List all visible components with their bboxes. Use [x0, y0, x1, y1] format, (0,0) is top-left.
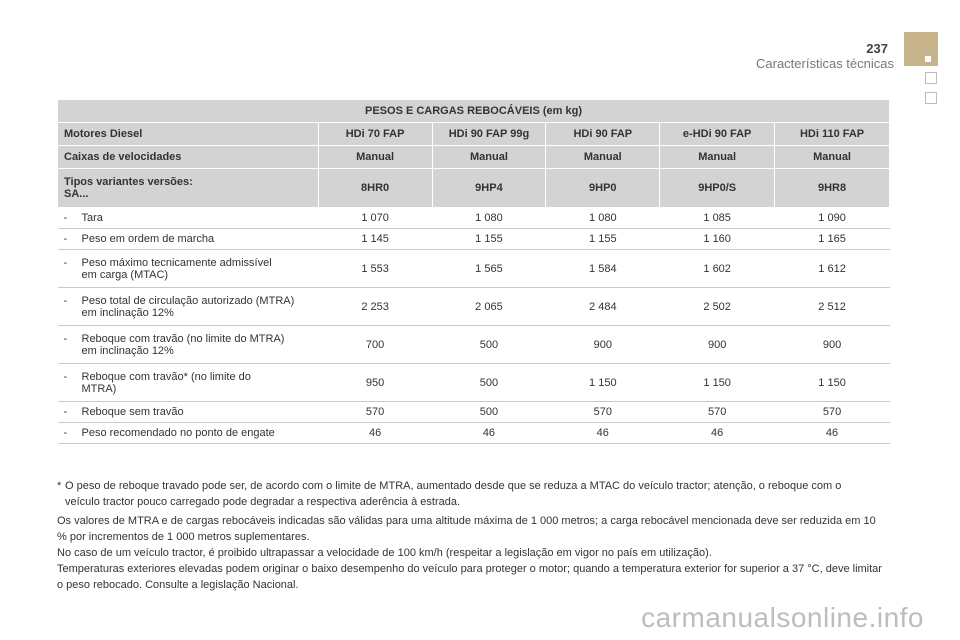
- table-cell: 950: [318, 364, 432, 402]
- table-title: PESOS E CARGAS REBOCÁVEIS (em kg): [58, 100, 890, 123]
- table-cell: 570: [546, 402, 660, 423]
- row-label: [58, 208, 319, 229]
- table-cell: 1 160: [660, 229, 775, 250]
- note-paragraph: Temperaturas exteriores elevadas podem originar o baixo desempenho do veículo para proteger o motor; quando a temperatura exterior for superior a 37 °C, deve limitar o peso rebocado. Consulte a legislação Nacional.: [57, 563, 882, 591]
- header-cell: 9HP4: [432, 169, 546, 208]
- row-label-line1: Peso total de circulação autorizado (MTRA): [81, 294, 295, 307]
- row-label: [58, 402, 319, 423]
- row-label-line2: MTRA): [81, 382, 117, 395]
- table-cell: 1 150: [660, 364, 775, 402]
- side-box-1: [925, 72, 937, 84]
- header-cell: HDi 90 FAP: [546, 123, 660, 146]
- bullet-dash: -: [63, 233, 68, 245]
- table-row: [58, 250, 890, 288]
- side-box-2: [925, 92, 937, 104]
- table-cell: 900: [546, 326, 660, 364]
- watermark: carmanualsonline.info: [641, 602, 924, 633]
- table-cell: 1 165: [775, 229, 890, 250]
- header-cell: Manual: [660, 146, 775, 169]
- table-cell: 1 565: [432, 250, 546, 288]
- table-cell: 1 553: [318, 250, 432, 288]
- table-cell: 500: [432, 326, 546, 364]
- table-cell: 1 070: [318, 208, 432, 229]
- table-cell: 2 502: [660, 288, 775, 326]
- table-cell: 46: [546, 423, 660, 444]
- bullet-dash: -: [63, 427, 68, 439]
- bullet-dash: -: [63, 294, 68, 307]
- specs-table: [57, 99, 890, 444]
- row-label-line1: Peso máximo tecnicamente admissível: [81, 256, 272, 269]
- table-row: [58, 208, 890, 229]
- row-label-line1: Tara: [81, 212, 103, 224]
- table-cell: 1 080: [546, 208, 660, 229]
- row-label: [58, 423, 319, 444]
- bullet-dash: -: [63, 370, 68, 383]
- table-row: [58, 402, 890, 423]
- header-cell: Manual: [432, 146, 546, 169]
- table-row: [58, 229, 890, 250]
- table-cell: 900: [775, 326, 890, 364]
- header-cell: 8HR0: [318, 169, 432, 208]
- header-row-gearboxes: [58, 146, 890, 169]
- section-title: Características técnicas: [756, 56, 894, 71]
- row-label-line1: Reboque com travão (no limite do MTRA): [81, 332, 285, 345]
- header-label: Motores Diesel: [58, 123, 319, 146]
- table-cell: 1 150: [546, 364, 660, 402]
- row-label: [58, 326, 319, 364]
- table-cell: 2 512: [775, 288, 890, 326]
- table-cell: 900: [660, 326, 775, 364]
- table-cell: 46: [432, 423, 546, 444]
- table-row: [58, 364, 890, 402]
- table-title-row: [58, 100, 890, 123]
- header-cell: 9HP0: [546, 169, 660, 208]
- bullet-dash: -: [63, 256, 68, 269]
- table-cell: 1 080: [432, 208, 546, 229]
- header-label-line1: Tipos variantes versões:: [64, 176, 193, 188]
- footnote: [57, 478, 877, 510]
- footnote-text: O peso de reboque travado pode ser, de acordo com o limite de MTRA, aumentado desde que se reduza a MTAC do veículo tractor; atenção, o reboque com o veículo tractor pouco carregado pode degradar a respectiva aderência à estrada.: [65, 480, 842, 508]
- header-label: Caixas de velocidades: [58, 146, 319, 169]
- table-cell: 46: [660, 423, 775, 444]
- table-cell: 1 612: [775, 250, 890, 288]
- section-tab: [904, 32, 938, 66]
- row-label: [58, 250, 319, 288]
- row-label-line2: em inclinação 12%: [81, 306, 174, 319]
- table-cell: 1 155: [546, 229, 660, 250]
- row-label-line2: em inclinação 12%: [81, 344, 174, 357]
- header-cell: 9HR8: [775, 169, 890, 208]
- header-row-variants: [58, 169, 890, 208]
- row-label-line1: Reboque sem travão: [81, 406, 184, 418]
- header-cell: HDi 70 FAP: [318, 123, 432, 146]
- header-label: [58, 169, 319, 208]
- header-cell: HDi 90 FAP 99g: [432, 123, 546, 146]
- table-cell: 46: [318, 423, 432, 444]
- table-cell: 1 602: [660, 250, 775, 288]
- header-label-line2: SA...: [64, 188, 89, 200]
- page-number: 237: [866, 41, 888, 56]
- header-cell: 9HP0/S: [660, 169, 775, 208]
- header-cell: Manual: [318, 146, 432, 169]
- tab-marker: [925, 56, 931, 62]
- table-cell: 2 065: [432, 288, 546, 326]
- table-cell: 500: [432, 402, 546, 423]
- bullet-dash: -: [63, 406, 68, 418]
- header-cell: e-HDi 90 FAP: [660, 123, 775, 146]
- table-cell: 46: [775, 423, 890, 444]
- table-cell: 1 150: [775, 364, 890, 402]
- table-row: [58, 326, 890, 364]
- notes: [57, 513, 887, 593]
- header-cell: HDi 110 FAP: [775, 123, 890, 146]
- note-paragraph: No caso de um veículo tractor, é proibido ultrapassar a velocidade de 100 km/h (respeitar a legislação em vigor no país em utilização).: [57, 547, 712, 559]
- row-label: [58, 364, 319, 402]
- header-row-engines: [58, 123, 890, 146]
- table-cell: 2 484: [546, 288, 660, 326]
- table-cell: 570: [660, 402, 775, 423]
- row-label: [58, 229, 319, 250]
- header-cell: Manual: [546, 146, 660, 169]
- footnote-marker: *: [57, 480, 62, 492]
- table-cell: 1 090: [775, 208, 890, 229]
- table-cell: 700: [318, 326, 432, 364]
- row-label-line2: em carga (MTAC): [81, 268, 169, 281]
- bullet-dash: -: [63, 332, 68, 345]
- row-label-line1: Peso recomendado no ponto de engate: [81, 427, 275, 439]
- table-cell: 2 253: [318, 288, 432, 326]
- table-cell: 500: [432, 364, 546, 402]
- header-cell: Manual: [775, 146, 890, 169]
- table-cell: 1 155: [432, 229, 546, 250]
- table-cell: 1 584: [546, 250, 660, 288]
- row-label: [58, 288, 319, 326]
- table-row: [58, 288, 890, 326]
- table-cell: 1 145: [318, 229, 432, 250]
- table-cell: 570: [318, 402, 432, 423]
- note-paragraph: Os valores de MTRA e de cargas rebocáveis indicadas são válidas para uma altitude máxima de 1 000 metros; a carga rebocável mencionada deve ser reduzida em 10 % por incrementos de 1 000 metros suplementares.: [57, 515, 876, 543]
- table-cell: 570: [775, 402, 890, 423]
- bullet-dash: -: [63, 212, 68, 224]
- row-label-line1: Reboque com travão* (no limite do: [81, 370, 251, 383]
- row-label-line1: Peso em ordem de marcha: [81, 233, 215, 245]
- table-cell: 1 085: [660, 208, 775, 229]
- table-row: [58, 423, 890, 444]
